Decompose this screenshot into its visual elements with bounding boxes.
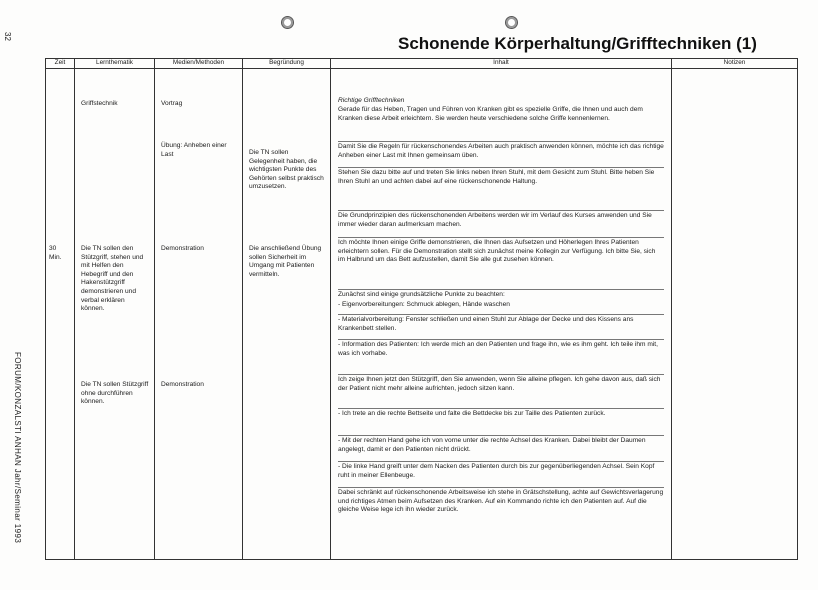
inhalt-bullet: - Die linke Hand greift unter dem Nacken des Patienten durch bis zur gegenüberliegenden Achsel. Sein Kopf ruht in meiner Ellenbeuge. bbox=[338, 461, 664, 480]
time-value: 30 Min. bbox=[49, 245, 62, 261]
lern-item: Die TN sollen den Stützgriff, stehen und mit Helfen den Hebegriff und den Hakenstützgriff demonstrieren und verbal erklären können. bbox=[81, 245, 144, 313]
inhalt-heading: Richtige Grifftechniken bbox=[338, 97, 405, 104]
cell-zeit bbox=[46, 69, 75, 560]
inhalt-paragraph: Gerade für das Heben, Tragen und Führen von Kranken gibt es spezielle Griffe, die Ihnen und auch dem Kranken diese Arbeit erleichtern. Sie werden heute verschiedene solche Griffe kennenlernen. bbox=[338, 106, 643, 122]
inhalt-bullet: - Mit der rechten Hand gehe ich von vorne unter die rechte Achsel des Kranken. Dabei bleibt der Daumen angelegt, damit er den Patienten nicht drückt. bbox=[338, 435, 664, 454]
col-header-medien: Medien/Methoden bbox=[155, 59, 243, 69]
punch-hole bbox=[281, 16, 294, 29]
col-header-zeit: Zeit bbox=[46, 59, 75, 69]
begruendung-item: Die anschließend Übung sollen Sicherheit im Umgang mit Patienten vermitteln. bbox=[249, 245, 322, 278]
inhalt-paragraph: Ich möchte Ihnen einige Griffe demonstrieren, die Ihnen das Aufsetzen und Höherlegen Ihres Patienten erleichtern sollen. Für die Demonstration stellt sich zunächst meine Kollegin zur Verfügung. Ich bitte Sie, sich im Halbrund um das Bett aufzustellen, damit Sie alle gut zusehen können. bbox=[338, 237, 664, 265]
punch-hole bbox=[505, 16, 518, 29]
inhalt-paragraph: Dabei schränkt auf rückenschonende Arbeitsweise ich stehe in Grätschstellung, achte auf Gewichtsverlagerung und richtiges Atmen beim Aufsetzen des Kranken. Auf ein Kommando richte ich den Patienten auf. Auf die gleiche Weise lege ich ihn wieder zurück. bbox=[338, 489, 664, 514]
inhalt-bullet: - Eigenvorbereitungen: Schmuck ablegen, Hände waschen bbox=[338, 301, 510, 308]
medien-item: Vortrag bbox=[161, 100, 183, 107]
inhalt-bullet: - Materialvorbereitung: Fenster schließen und einen Stuhl zur Ablage der Decke und des Kissens ans Krankenbett stellen. bbox=[338, 314, 664, 333]
page-number: 32 bbox=[3, 32, 12, 41]
side-caption: FORUM/KONZALSTI ANHAN Jahr/Seminar 1993 bbox=[13, 352, 22, 544]
lesson-table bbox=[45, 58, 798, 560]
inhalt-bullet: - Information des Patienten: Ich werde mich an den Patienten und frage ihn, wie es ihm geht. Ich teile ihm mit, was ich vorhabe. bbox=[338, 339, 664, 358]
cell-begruendung bbox=[243, 69, 331, 560]
col-header-notizen: Notizen bbox=[672, 59, 798, 69]
inhalt-paragraph: Die Grundprinzipien des rückenschonenden Arbeitens werden wir im Verlauf des Kurses anwenden und Sie immer wieder daran aufmerksam machen. bbox=[338, 210, 664, 229]
lern-item: Griffstechnik bbox=[81, 100, 118, 107]
inhalt-paragraph: Zunächst sind einige grundsätzliche Punkte zu beachten: bbox=[338, 289, 664, 300]
cell-inhalt bbox=[331, 69, 672, 560]
table-row bbox=[46, 69, 798, 560]
inhalt-paragraph: Ich zeige Ihnen jetzt den Stützgriff, den Sie anwenden, wenn Sie alleine pflegen. Ich gehe davon aus, daß sich der Patient nicht mehr alleine aufrichten, jedoch sitzen kann. bbox=[338, 374, 664, 393]
lern-item: Die TN sollen Stützgriff ohne durchführen können. bbox=[81, 381, 149, 406]
inhalt-bullet: - Ich trete an die rechte Bettseite und falte die Bettdecke bis zur Taille des Patienten zurück. bbox=[338, 408, 664, 419]
col-header-lernthematik: Lernthematik bbox=[75, 59, 155, 69]
cell-medien bbox=[155, 69, 243, 560]
medien-item: Demonstration bbox=[161, 381, 204, 388]
table-header-row bbox=[46, 59, 798, 69]
cell-lernthematik bbox=[75, 69, 155, 560]
medien-item: Übung: Anheben einer Last bbox=[161, 142, 227, 158]
medien-item: Demonstration bbox=[161, 245, 204, 252]
col-header-begruendung: Begründung bbox=[243, 59, 331, 69]
cell-notizen bbox=[672, 69, 798, 560]
inhalt-paragraph: Stehen Sie dazu bitte auf und treten Sie links neben Ihren Stuhl, mit dem Gesicht zum Stuhl. Bitte heben Sie Ihren Stuhl an und achten dabei auf eine rückenschonende Haltung. bbox=[338, 167, 664, 186]
begruendung-item: Die TN sollen Gelegenheit haben, die wichtigsten Punkte des Gehörten selbst praktisch umzusetzen. bbox=[249, 149, 324, 191]
page-title: Schonende Körperhaltung/Grifftechniken (1) bbox=[398, 34, 757, 53]
inhalt-paragraph: Damit Sie die Regeln für rückenschonendes Arbeiten auch praktisch anwenden können, möchte ich das richtige Anheben einer Last mit Ihnen gemeinsam üben. bbox=[338, 143, 664, 159]
col-header-inhalt: Inhalt bbox=[331, 59, 672, 69]
